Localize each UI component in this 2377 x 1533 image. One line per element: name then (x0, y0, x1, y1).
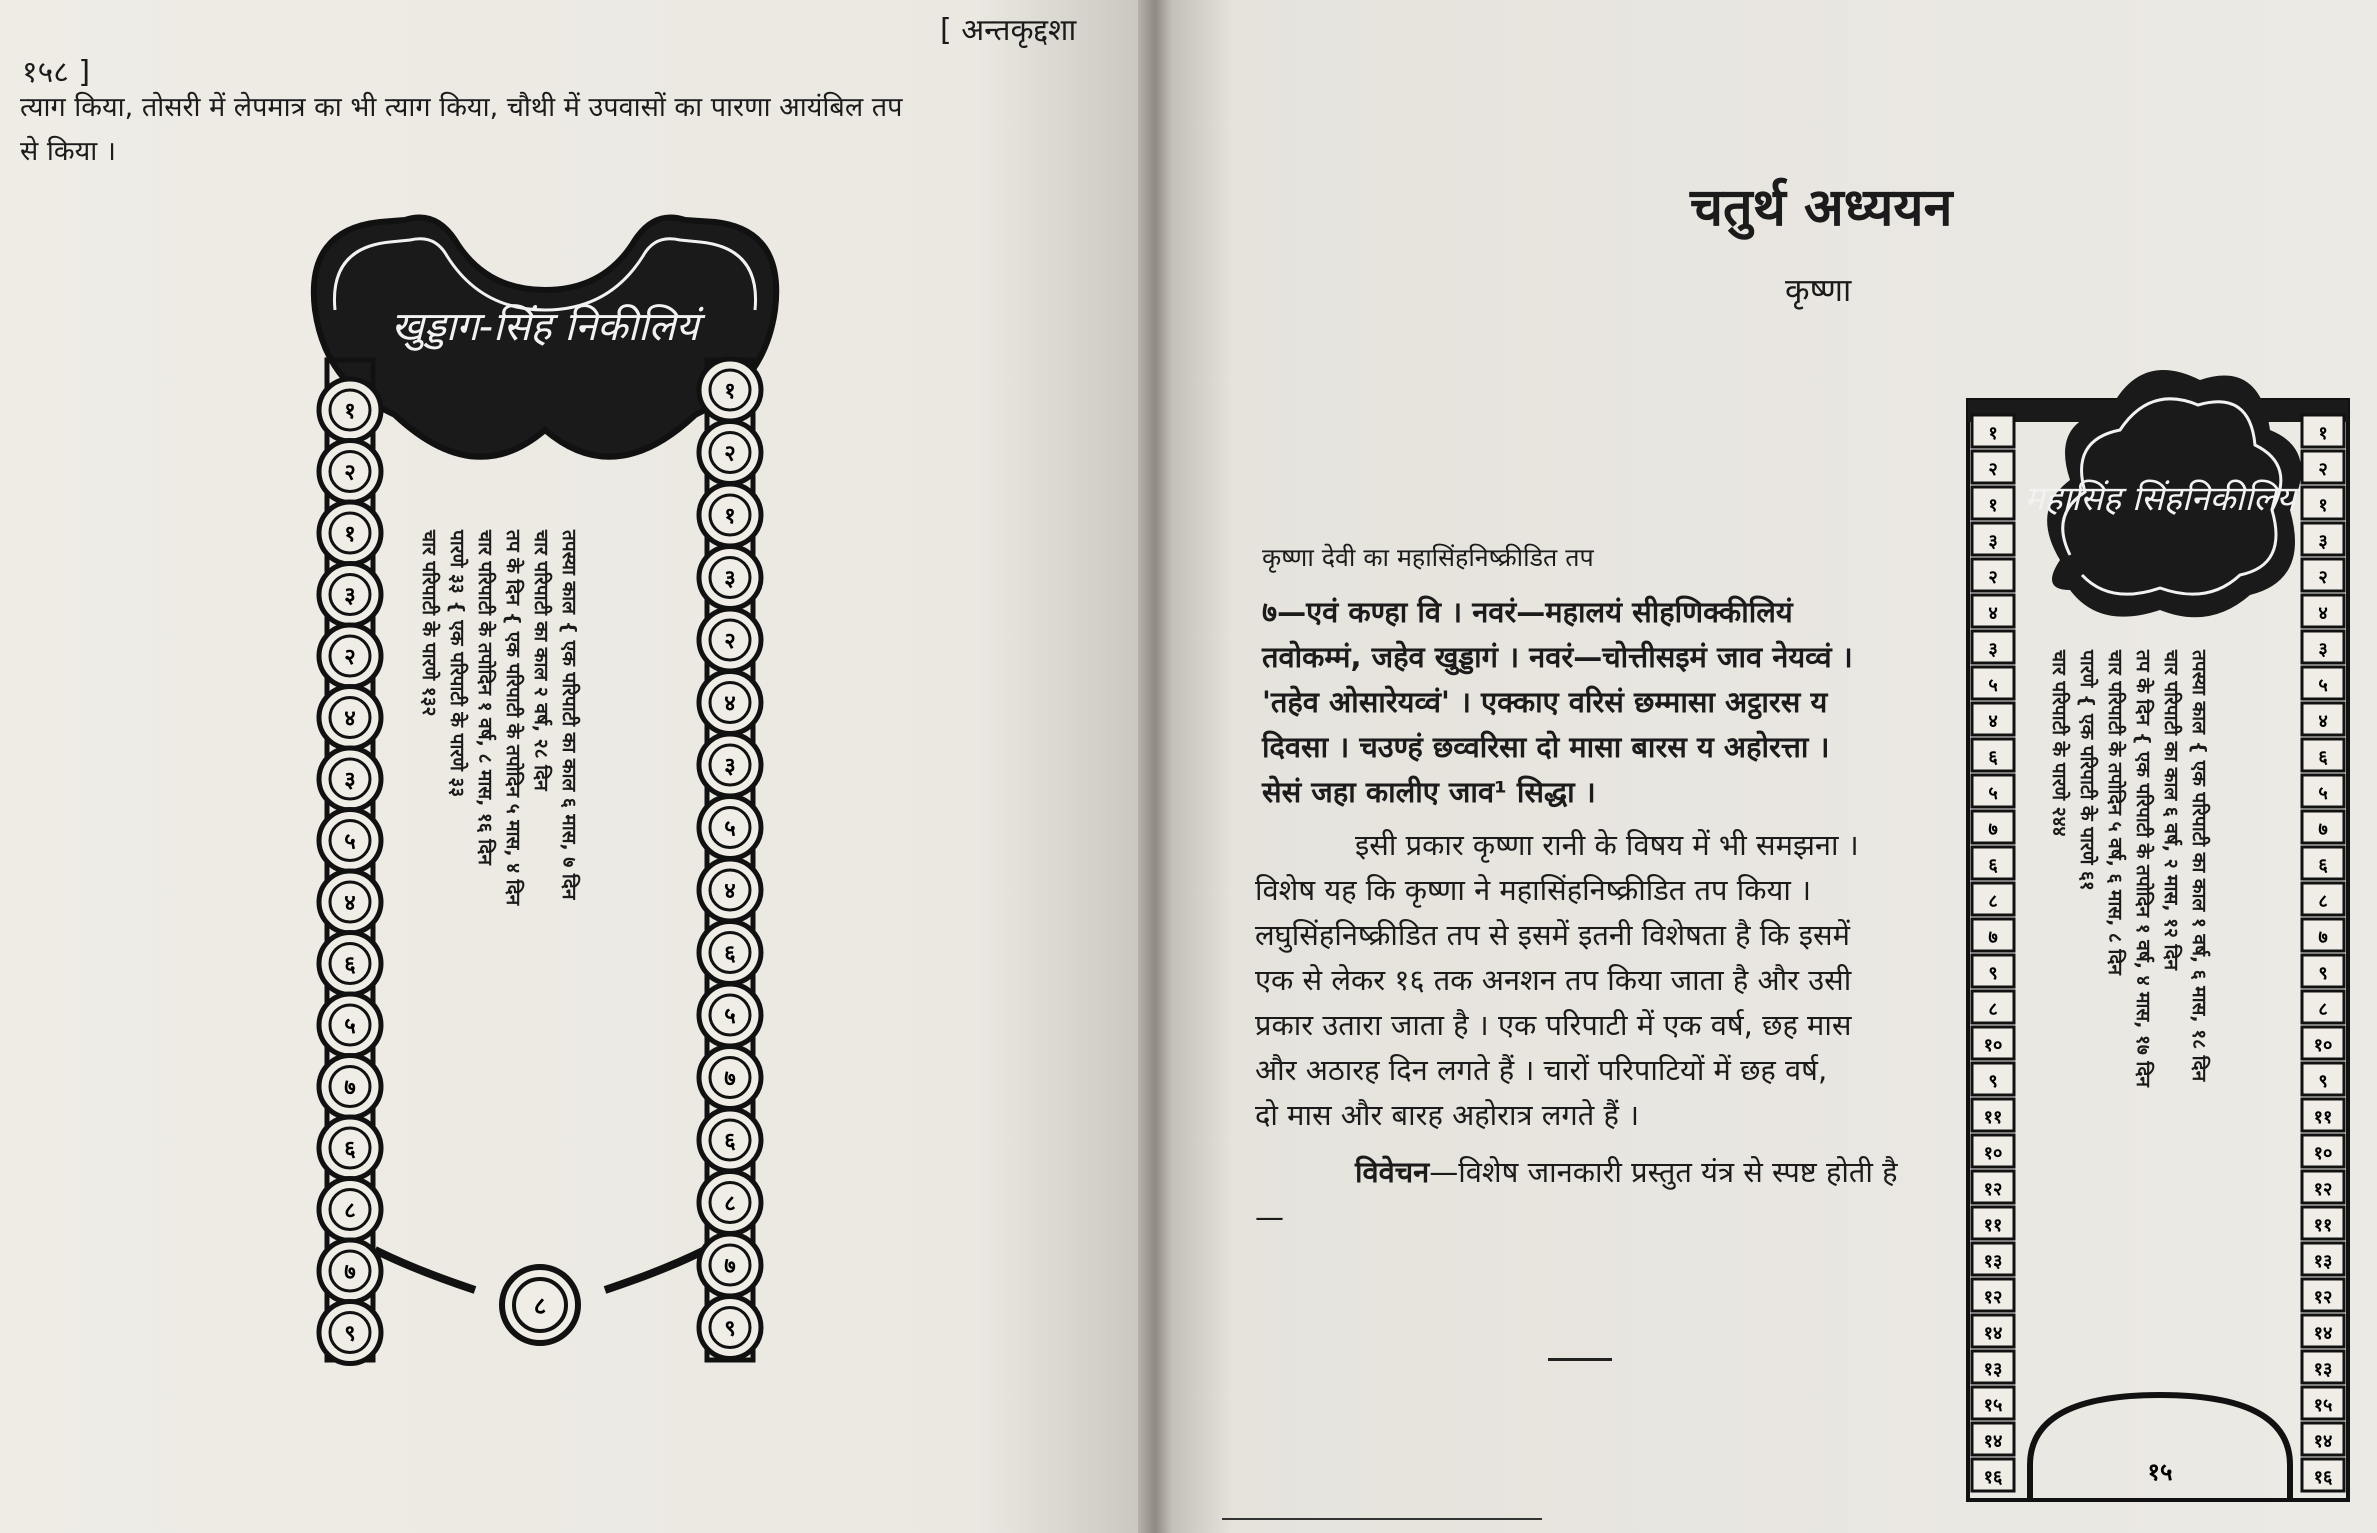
diagram-left-cell (319, 379, 381, 441)
diagram-title: महासिंह सिंहनिकीलिय (2024, 479, 2296, 519)
diagram-left-cell (319, 1302, 381, 1364)
diagram-cell-number: ९ (724, 1316, 736, 1342)
diagram-right-cell (2302, 1459, 2344, 1491)
diagram-cell-number: १२ (1983, 1287, 2003, 1308)
translation-line: एक से लेकर १६ तक अनशन तप किया जाता है और उसी (1255, 963, 1852, 997)
diagram-left-cell (1972, 451, 2014, 483)
note-line: चार परिपाटी के पारणे २४४ (2048, 650, 2070, 837)
diagram-cell-number: ६ (724, 941, 736, 967)
maha-diagram-notes (2045, 650, 2213, 1350)
diagram-right-cell (2302, 1207, 2344, 1239)
diagram-left-cell (1972, 487, 2014, 519)
diagram-cell-number: १५ (2313, 1395, 2333, 1416)
note-line: चार परिपाटी का काल ६ वर्ष, २ मास, १२ दिन (2160, 650, 2182, 971)
diagram-right-cell (2302, 739, 2344, 771)
hindi-translation (1255, 823, 1925, 1138)
diagram-cell-number: ७ (2318, 819, 2328, 840)
note-line: चार परिपाटी के पारणे १३२ (418, 530, 440, 717)
diagram-cell-number: ११ (2313, 1215, 2333, 1236)
diagram-cell-number: ९ (344, 1321, 356, 1347)
diagram-cell-number: ४ (344, 891, 356, 916)
diagram-cell-number: १५ (1983, 1395, 2003, 1416)
diagram-cell-number: १४ (1983, 1431, 2003, 1452)
diagram-left-cell (319, 810, 381, 872)
book-gutter (1138, 0, 1172, 1533)
diagram-right-cell (2302, 451, 2344, 483)
diagram-cell-number: १ (724, 379, 736, 404)
section-end-dash (1548, 1358, 1612, 1361)
diagram-cell-number: १२ (2313, 1179, 2333, 1200)
diagram-cell-number: ८ (724, 1191, 736, 1217)
diagram-left-cell (319, 871, 381, 933)
verse-line: 'तहेव ओसारेयव्वं' । एक्काए वरिसं छम्मासा अट्ठारस य (1262, 685, 1828, 719)
diagram-left-cell (1972, 415, 2014, 447)
diagram-cell-number: १ (724, 504, 736, 529)
diagram-left-cell (319, 933, 381, 995)
diagram-cell-number: १४ (2313, 1431, 2333, 1452)
diagram-right-cell (2302, 1351, 2344, 1383)
verse-line: दिवसा । चउण्हं छव्वरिसा दो मासा बारस य अहोरत्ता । (1262, 730, 1830, 764)
diagram-cell-number: ५ (724, 816, 736, 842)
diagram-bottom-number: १५ (2147, 1458, 2173, 1486)
footnote-rule (1222, 1518, 1542, 1520)
diagram-left-cell (1972, 559, 2014, 591)
diagram-left-cell (1972, 595, 2014, 627)
diagram-left-cell (1972, 1459, 2014, 1491)
chapter-subtitle: कृष्णा (1785, 271, 1852, 309)
diagram-cell-number: २ (724, 629, 736, 654)
diagram-cell-number: १ (1988, 495, 1998, 516)
diagram-left-cell (1972, 523, 2014, 555)
diagram-cell-number: ९ (2318, 963, 2328, 984)
diagram-right-cell (2302, 1135, 2344, 1167)
diagram-right-cell (699, 1047, 761, 1109)
note-line: पारणे ३३ { एक परिपाटी के पारणे ३३ (446, 530, 468, 798)
diagram-cell-number: १६ (1983, 1467, 2003, 1488)
diagram-right-cell (699, 672, 761, 734)
translation-line: और अठारह दिन लगते हैं । चारों परिपाटियों में छह वर्ष, (1255, 1053, 1828, 1087)
diagram-cell-number: ८ (344, 1198, 356, 1224)
diagram-right-cell (699, 1297, 761, 1359)
diagram-left-cell (1972, 1207, 2014, 1239)
diagram-cell-number: ५ (1988, 675, 1998, 696)
note-line: तपस्या काल { एक परिपाटी का काल ६ मास, ७ दिन (558, 530, 580, 900)
translation-line: प्रकार उतारा जाता है । एक परिपाटी में एक वर्ष, छह मास (1255, 1008, 1852, 1042)
diagram-right-cell (2302, 487, 2344, 519)
diagram-left-cell (1972, 847, 2014, 879)
left-body-text (20, 86, 1080, 174)
diagram-cell-number: ३ (2318, 639, 2328, 660)
diagram-cell-number: ११ (1983, 1107, 2003, 1128)
diagram-cell-number: ७ (344, 1075, 356, 1101)
prakrit-verse (1262, 590, 1927, 815)
diagram-right-cell (2302, 775, 2344, 807)
diagram-left-cell (1972, 667, 2014, 699)
translation-line: इसी प्रकार कृष्णा रानी के विषय में भी समझना । (1355, 828, 1859, 862)
vivechan-label: विवेचन (1355, 1155, 1430, 1189)
diagram-right-cell (2302, 415, 2344, 447)
diagram-right-cell (2302, 703, 2344, 735)
diagram-left-cell (1972, 1171, 2014, 1203)
diagram-cell-number: ७ (344, 1260, 356, 1285)
diagram-left-cell (1972, 919, 2014, 951)
text-line: त्याग किया, तोसरी में लेपमात्र का भी त्याग किया, चौथी में उपवासों का पारणा आयंबिल तप (20, 92, 903, 123)
diagram-right-cell (2302, 919, 2344, 951)
diagram-left-cell (319, 687, 381, 749)
diagram-right-cell (2302, 955, 2344, 987)
diagram-left-cell (1972, 1063, 2014, 1095)
diagram-left-cell (319, 1240, 381, 1302)
diagram-right-cell (699, 422, 761, 484)
diagram-cell-number: ६ (2318, 747, 2328, 768)
diagram-right-cell (699, 359, 761, 421)
diagram-left-cell (1972, 703, 2014, 735)
diagram-cell-number: ३ (1988, 531, 1998, 552)
diagram-right-cell (2302, 523, 2344, 555)
diagram-cell-number: ३ (2318, 531, 2328, 552)
diagram-left-cell (1972, 1027, 2014, 1059)
diagram-cell-number: १० (1983, 1143, 2003, 1164)
verse-line: तवोकम्मं, जहेव खुड्डागं । नवरं—चोत्तीसइमं जाव नेयव्वं । (1262, 640, 1853, 674)
diagram-left-cell (319, 994, 381, 1056)
diagram-left-cell (1972, 1423, 2014, 1455)
diagram-cell-number: ७ (724, 1066, 736, 1092)
diagram-title: खुड्डाग-सिंह निकीलियं (391, 304, 699, 350)
diagram-left-cell (1972, 991, 2014, 1023)
diagram-cell-number: १ (2318, 495, 2328, 516)
diagram-right-cell (699, 1109, 761, 1171)
diagram-right-cell (2302, 1099, 2344, 1131)
diagram-right-cell (699, 1172, 761, 1234)
diagram-left-cell (1972, 883, 2014, 915)
diagram-cell-number: २ (344, 460, 356, 486)
diagram-cell-number: ९ (1988, 963, 1998, 984)
diagram-left-cell (1972, 775, 2014, 807)
diagram-cell-number: १० (2313, 1143, 2333, 1164)
diagram-cell-number: ५ (344, 1014, 356, 1039)
diagram-cell-number: १ (2318, 423, 2328, 444)
note-line: पारणे { एक परिपाटी के पारणे ६१ (2076, 650, 2098, 891)
diagram-cell-number: ७ (1988, 927, 1998, 948)
diagram-cell-number: ९ (2318, 1071, 2328, 1092)
diagram-cell-number: २ (344, 645, 356, 670)
diagram-cell-number: २ (1988, 459, 1998, 480)
diagram-cell-number: १२ (2313, 1287, 2333, 1308)
diagram-left-cell (319, 748, 381, 810)
diagram-right-cell (2302, 1423, 2344, 1455)
verse-line: ७—एवं कण्हा वि । नवरं—महालयं सीहणिक्कीलियं (1262, 595, 1793, 629)
translation-line: विशेष यह कि कृष्णा ने महासिंहनिष्क्रीडित तप किया । (1255, 873, 1812, 907)
diagram-cell-number: ४ (2318, 711, 2328, 732)
diagram-right-cell (2302, 1027, 2344, 1059)
diagram-cell-number: ४ (344, 706, 356, 732)
diagram-cell-number: १३ (1983, 1359, 2003, 1380)
diagram-cell-number: ७ (2318, 927, 2328, 948)
diagram-cell-number: १ (344, 522, 356, 547)
diagram-cell-number: ४ (724, 879, 736, 904)
diagram-left-cell (319, 625, 381, 687)
diagram-cell-number: ११ (1983, 1215, 2003, 1236)
diagram-right-cell (2302, 631, 2344, 663)
diagram-left-cell (1972, 1315, 2014, 1347)
diagram-cell-number: ८ (2318, 891, 2328, 912)
diagram-cell-number: ८ (1988, 891, 1998, 912)
diagram-right-cell (2302, 595, 2344, 627)
diagram-cell-number: १२ (1983, 1179, 2003, 1200)
diagram-right-cell (699, 1234, 761, 1296)
diagram-cell-number: ६ (724, 1129, 736, 1154)
diagram-cell-number: २ (724, 441, 736, 467)
diagram-right-cell (699, 547, 761, 609)
diagram-cell-number: ५ (724, 1004, 736, 1029)
diagram-left-cell (1972, 1351, 2014, 1383)
diagram-cell-number: १ (344, 399, 356, 424)
diagram-left-cell (319, 502, 381, 564)
diagram-right-cell (699, 797, 761, 859)
diagram-cell-number: ६ (344, 952, 356, 978)
vivechan-text: —विशेष जानकारी प्रस्तुत यंत्र से स्पष्ट होती है— (1255, 1155, 1898, 1234)
diagram-right-cell (699, 922, 761, 984)
diagram-cell-number: १४ (1983, 1323, 2003, 1344)
running-head: [ अन्तकृद्दशा (940, 13, 1077, 48)
diagram-cell-number: ४ (2318, 603, 2328, 624)
diagram-left-cell (319, 1117, 381, 1179)
diagram-right-cell (2302, 1387, 2344, 1419)
diagram-cell-number: ७ (724, 1254, 736, 1279)
diagram-right-cell (699, 734, 761, 796)
diagram-right-cell (2302, 847, 2344, 879)
note-line: चार परिपाटी के तपोदिन ५ वर्ष, ६ मास, ८ दिन (2104, 650, 2126, 975)
diagram-cell-number: १० (2313, 1035, 2333, 1056)
note-line: तप के दिन { एक परिपाटी के तपोदिन ५ मास, ४ दिन (502, 530, 524, 906)
diagram-cell-number: ८ (2318, 999, 2328, 1020)
diagram-cell-number: १६ (2313, 1467, 2333, 1488)
diagram-right-cell (2302, 883, 2344, 915)
diagram-right-cell (2302, 811, 2344, 843)
diagram-left-cell (1972, 1135, 2014, 1167)
diagram-cell-number: ५ (1988, 783, 1998, 804)
translation-line: दो मास और बारह अहोरात्र लगते हैं । (1255, 1098, 1640, 1132)
diagram-right-cell (699, 859, 761, 921)
diagram-cell-number: ३ (344, 768, 356, 793)
diagram-left-cell (1972, 1243, 2014, 1275)
diagram-cell-number: ६ (344, 1137, 356, 1162)
diagram-cell-number: ३ (724, 566, 736, 592)
diagram-cell-number: १ (1988, 423, 1998, 444)
diagram-cell-number: ३ (344, 583, 356, 609)
diagram-cell-number: ७ (1988, 819, 1998, 840)
diagram-left-cell (319, 441, 381, 503)
page-number: १५८ ] (22, 55, 91, 90)
note-line: तपस्या काल { एक परिपाटी का काल १ वर्ष, ६ मास, १८ दिन (2188, 650, 2210, 1082)
diagram-cell-number: ५ (344, 829, 356, 855)
diagram-right-cell (699, 484, 761, 546)
diagram-cell-number: ६ (1988, 855, 1998, 876)
translation-line: लघुसिंहनिष्क्रीडित तप से इसमें इतनी विशेषता है कि इसमें (1255, 918, 1850, 952)
note-line: चार परिपाटी के तपोदिन १ वर्ष, ८ मास, १६ दिन (474, 530, 496, 865)
diagram-left-cell (1972, 631, 2014, 663)
diagram-cell-number: २ (2318, 459, 2328, 480)
diagram-cell-number: ५ (2318, 783, 2328, 804)
diagram-right-cell (699, 609, 761, 671)
diagram-cell-number: २ (1988, 567, 1998, 588)
diagram-right-cell (2302, 1279, 2344, 1311)
diagram-cell-number: ४ (724, 691, 736, 717)
diagram-left-cell (319, 1179, 381, 1241)
diagram-cell-number: ३ (1988, 639, 1998, 660)
diagram-right-cell (699, 984, 761, 1046)
diagram-cell-number: १४ (2313, 1323, 2333, 1344)
diagram-left-cell (319, 564, 381, 626)
diagram-cell-number: ३ (724, 754, 736, 779)
diagram-left-cell (1972, 1279, 2014, 1311)
diagram-right-cell (2302, 991, 2344, 1023)
section-caption: कृष्णा देवी का महासिंहनिष्क्रीडित तप (1262, 543, 1594, 572)
verse-line: सेसं जहा कालीए जाव¹ सिद्धा । (1262, 775, 1596, 809)
diagram-right-cell (2302, 667, 2344, 699)
diagram-center-number: ८ (533, 1292, 547, 1320)
diagram-cell-number: ४ (1988, 711, 1998, 732)
diagram-right-cell (2302, 1063, 2344, 1095)
diagram-cell-number: ८ (1988, 999, 1998, 1020)
vivechan-paragraph (1255, 1150, 1925, 1240)
diagram-cell-number: १० (1983, 1035, 2003, 1056)
diagram-right-cell (2302, 1315, 2344, 1347)
diagram-left-cell (1972, 739, 2014, 771)
diagram-cell-number: १३ (1983, 1251, 2003, 1272)
note-line: तप के दिन { एक परिपाटी के तपोदिन १ वर्ष, ४ मास, १७ दिन (2132, 650, 2154, 1087)
diagram-left-cell (1972, 955, 2014, 987)
diagram-cell-number: ६ (2318, 855, 2328, 876)
diagram-left-cell (1972, 1099, 2014, 1131)
diagram-cell-number: १३ (2313, 1251, 2333, 1272)
laghu-diagram-notes (415, 530, 583, 1250)
diagram-cell-number: २ (2318, 567, 2328, 588)
text-line: से किया । (20, 136, 117, 167)
diagram-cell-number: ५ (2318, 675, 2328, 696)
diagram-cell-number: ९ (1988, 1071, 1998, 1092)
diagram-cell-number: ११ (2313, 1107, 2333, 1128)
chapter-title: चतुर्थ अध्ययन (1690, 178, 1953, 238)
diagram-left-cell (1972, 811, 2014, 843)
diagram-right-cell (2302, 1243, 2344, 1275)
note-line: चार परिपाटी का काल २ वर्ष, २८ दिन (530, 530, 552, 791)
diagram-cell-number: ६ (1988, 747, 1998, 768)
diagram-cell-number: १३ (2313, 1359, 2333, 1380)
diagram-right-cell (2302, 559, 2344, 591)
diagram-right-cell (2302, 1171, 2344, 1203)
diagram-left-cell (319, 1056, 381, 1118)
diagram-cell-number: ४ (1988, 603, 1998, 624)
diagram-left-cell (1972, 1387, 2014, 1419)
